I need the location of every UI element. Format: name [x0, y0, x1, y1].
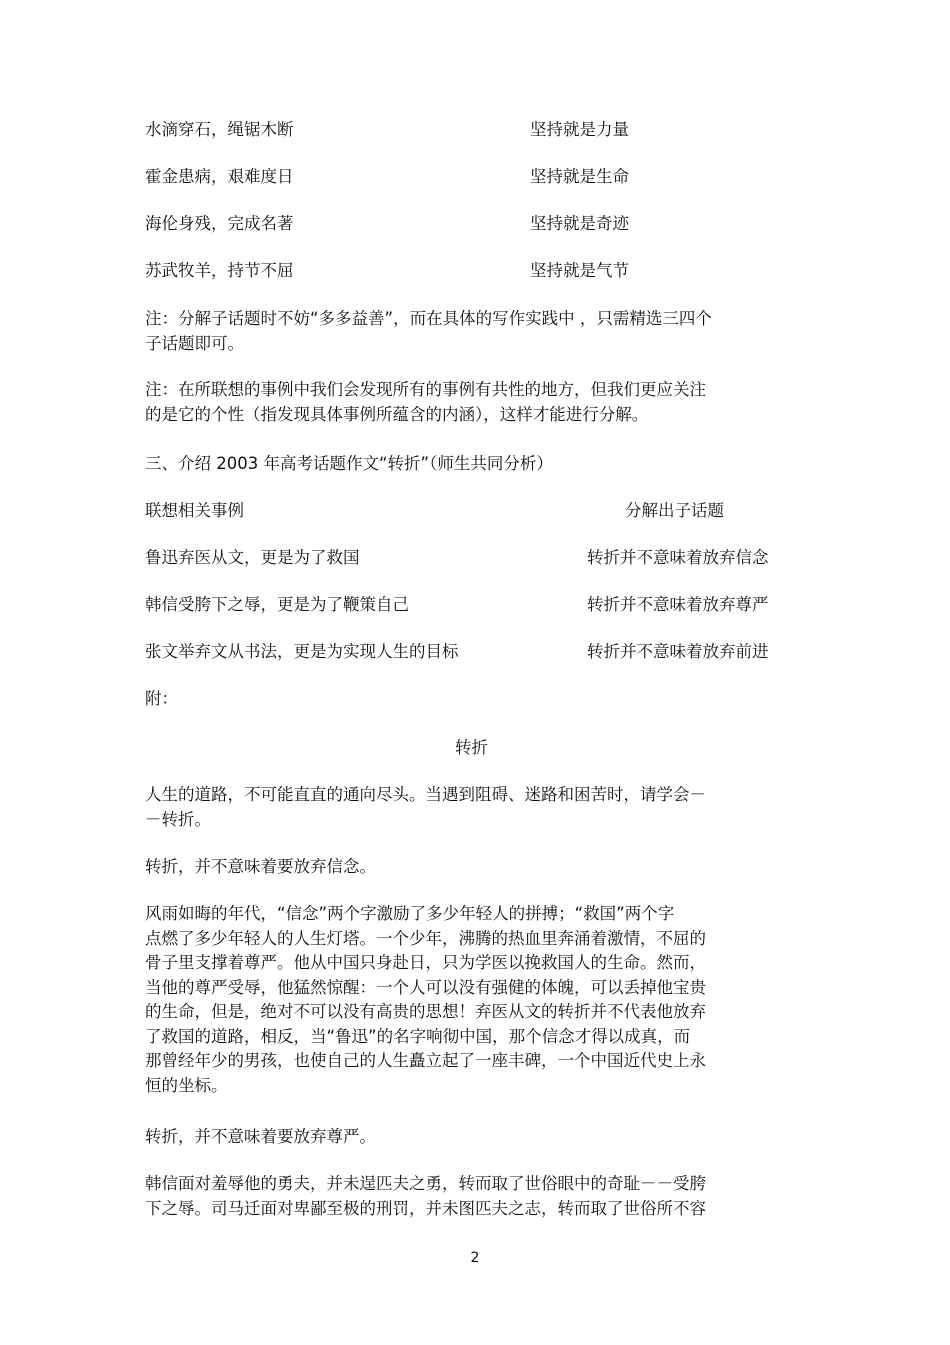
essay-line: 风雨如晦的年代，“信念”两个字激励了多少年轻人的拼搏；“救国”两个字	[145, 904, 675, 923]
essay-line: 下之辱。司马迁面对卑鄙至极的刑罚，并未图匹夫之志，转而取了世俗所不容	[145, 1198, 706, 1218]
pair-left-1: 水滴穿石，绳锯木断	[145, 120, 294, 139]
pair-right-1: 坚持就是力量	[530, 120, 629, 139]
section-heading: 三、介绍 2003 年高考话题作文“转折”（师生共同分析）	[145, 454, 553, 473]
example-left-2: 韩信受胯下之辱，更是为了鞭策自己	[145, 595, 409, 614]
note-1-line: 子话题即可。	[145, 333, 244, 353]
pair-left-2: 霍金患病，艰难度日	[145, 167, 294, 186]
example-left-3: 张文举弃文从书法，更是为实现人生的目标	[145, 642, 459, 661]
column-header-right: 分解出子话题	[625, 501, 724, 520]
column-header-left: 联想相关事例	[145, 501, 244, 520]
pair-left-3: 海伦身残，完成名著	[145, 214, 294, 233]
page-number: 2	[470, 1250, 480, 1266]
note-2	[145, 378, 706, 427]
appendix-label: 附：	[145, 689, 178, 708]
example-right-3: 转折并不意味着放弃前进	[587, 642, 769, 661]
essay-line: 骨子里支撑着尊严。他从中国只身赴日，只为学医以挽救国人的生命。然而，	[145, 953, 706, 972]
pair-left-4: 苏武牧羊，持节不屈	[145, 261, 294, 280]
pair-right-4: 坚持就是气节	[530, 261, 629, 280]
essay-line: 点燃了多少年轻人的人生灯塔。一个少年，沸腾的热血里奔涌着激情，不屈的	[145, 928, 706, 948]
essay-title: 转折	[455, 738, 488, 757]
note-2-line: 注：在所联想的事例中我们会发现所有的事例有共性的地方，但我们更应关注	[145, 380, 706, 399]
essay-line: 当他的尊严受辱，他猛然惊醒：一个人可以没有强健的体魄，可以丢掉他宝贵	[145, 977, 706, 997]
essay-line: 那曾经年少的男孩，也使自己的人生矗立起了一座丰碑，一个中国近代史上永	[145, 1051, 706, 1070]
essay-paragraph-1	[145, 783, 706, 832]
essay-line: 的生命，但是，绝对不可以没有高贵的思想！弃医从文的转折并不代表他放弃	[145, 1002, 706, 1021]
pair-right-2: 坚持就是生命	[530, 167, 629, 186]
example-left-1: 鲁迅弃医从文，更是为了救国	[145, 548, 360, 567]
example-right-2: 转折并不意味着放弃尊严	[587, 595, 769, 614]
essay-line: －转折。	[145, 809, 211, 829]
essay-line: 人生的道路，不可能直直的通向尽头。当遇到阻碍、迷路和困苦时，请学会－	[145, 785, 706, 804]
essay-line: 恒的坐标。	[145, 1075, 228, 1095]
example-right-1: 转折并不意味着放弃信念	[587, 548, 769, 567]
essay-paragraph-4: 转折，并不意味着要放弃尊严。	[145, 1127, 376, 1146]
pair-right-3: 坚持就是奇迹	[530, 214, 629, 233]
note-2-line: 的是它的个性（指发现具体事例所蕴含的内涵），这样才能进行分解。	[145, 404, 649, 424]
essay-paragraph-3	[145, 902, 706, 1098]
note-1-line: 注：分解子话题时不妨“多多益善”，而在具体的写作实践中 ，只需精选三四个	[145, 309, 712, 328]
essay-paragraph-5	[145, 1172, 706, 1221]
essay-line: 了救国的道路，相反，当“鲁迅”的名字响彻中国，那个信念才得以成真，而	[145, 1026, 691, 1046]
essay-paragraph-2: 转折，并不意味着要放弃信念。	[145, 857, 376, 876]
essay-line: 韩信面对羞辱他的勇夫，并未逞匹夫之勇，转而取了世俗眼中的奇耻－－受胯	[145, 1174, 706, 1193]
note-1	[145, 307, 712, 356]
